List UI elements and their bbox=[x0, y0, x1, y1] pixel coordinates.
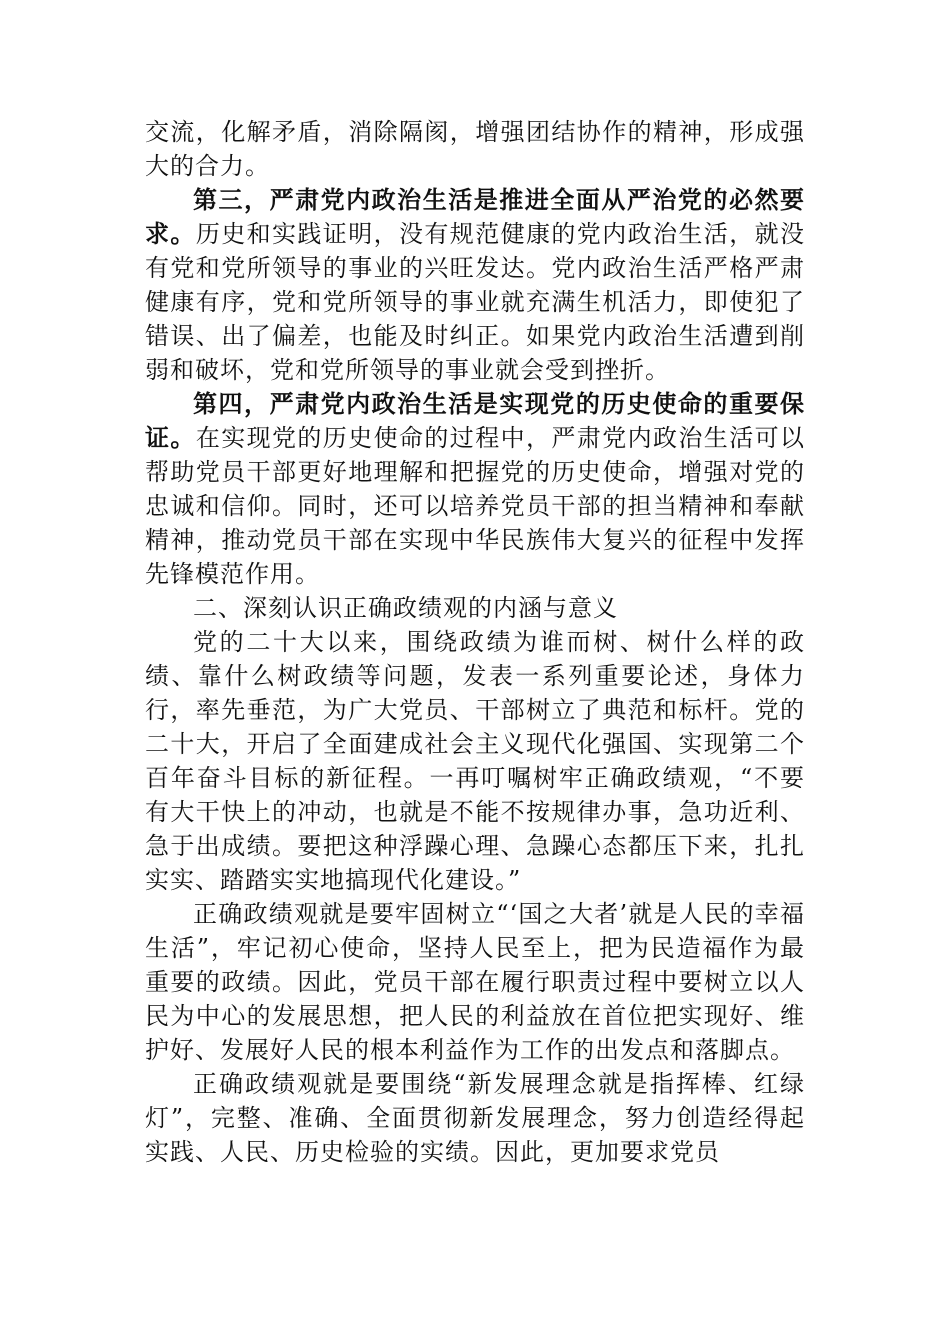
body-paragraph-3: 正确政绩观就是要围绕“新发展理念就是指挥棒、红绿灯”，完整、准确、全面贯彻新发展理念，努力创造经得起实践、人民、历史检验的实绩。因此，更加要求党员 bbox=[145, 1070, 805, 1166]
document-page bbox=[145, 115, 805, 1169]
paragraph-text: 历史和实践证明，没有规范健康的党内政治生活，就没有党和党所领导的事业的兴旺发达。党内政治生活严格严肃健康有序，党和党所领导的事业就充满生机活力，即使犯了错误、出了偏差，也能及时纠正。如果党内政治生活遭到削弱和破坏，党和党所领导的事业就会受到挫折。 bbox=[145, 220, 806, 384]
body-paragraph-2: 正确政绩观就是要牢固树立“‘国之大者’就是人民的幸福生活”，牢记初心使命，坚持人民至上，把为民造福作为最重要的政绩。因此，党员干部在履行职责过程中要树立以人民为中心的发展思想，把人民的利益放在首位把实现好、维护好、发展好人民的根本利益作为工作的出发点和落脚点。 bbox=[145, 900, 805, 1064]
section-heading: 二、深刻认识正确政绩观的内涵与意义 bbox=[193, 594, 618, 622]
paragraph-continued bbox=[145, 115, 805, 183]
paragraph-fourth-point bbox=[145, 387, 805, 591]
paragraph-lead-bold: 第四，严肃党内政治生活是实现党的历史使命的重要保证。 bbox=[145, 389, 805, 452]
body-paragraph-1: 党的二十大以来，围绕政绩为谁而树、树什么样的政绩、靠什么树政绩等问题，发表一系列重要论述，身体力行，率先垂范，为广大党员、干部树立了典范和标杆。党的二十大，开启了全面建成社会主义现代化强国、实现第二个百年奋斗目标的新征程。一再叮嘱树牢正确政绩观，“不要有大干快上的冲动，也就是不能不按规律办事，急功近利、急于出成绩。要把这种浮躁心理、急躁心态都压下来，扎扎实实、踏踏实实地搞现代化建设。” bbox=[145, 628, 805, 894]
paragraph-text: 在实现党的历史使命的过程中，严肃党内政治生活可以帮助党员干部更好地理解和把握党的历史使命，增强对党的忠诚和信仰。同时，还可以培养党员干部的担当精神和奉献精神，推动党员干部在实现中华民族伟大复兴的征程中发挥先锋模范作用。 bbox=[145, 424, 806, 588]
paragraph-text: 交流，化解矛盾，消除隔阂，增强团结协作的精神，形成强大的合力。 bbox=[145, 118, 805, 180]
paragraph-lead-bold: 第三，严肃党内政治生活是推进全面从严治党的必然要求。 bbox=[145, 185, 805, 248]
paragraph-third-point bbox=[145, 183, 805, 387]
